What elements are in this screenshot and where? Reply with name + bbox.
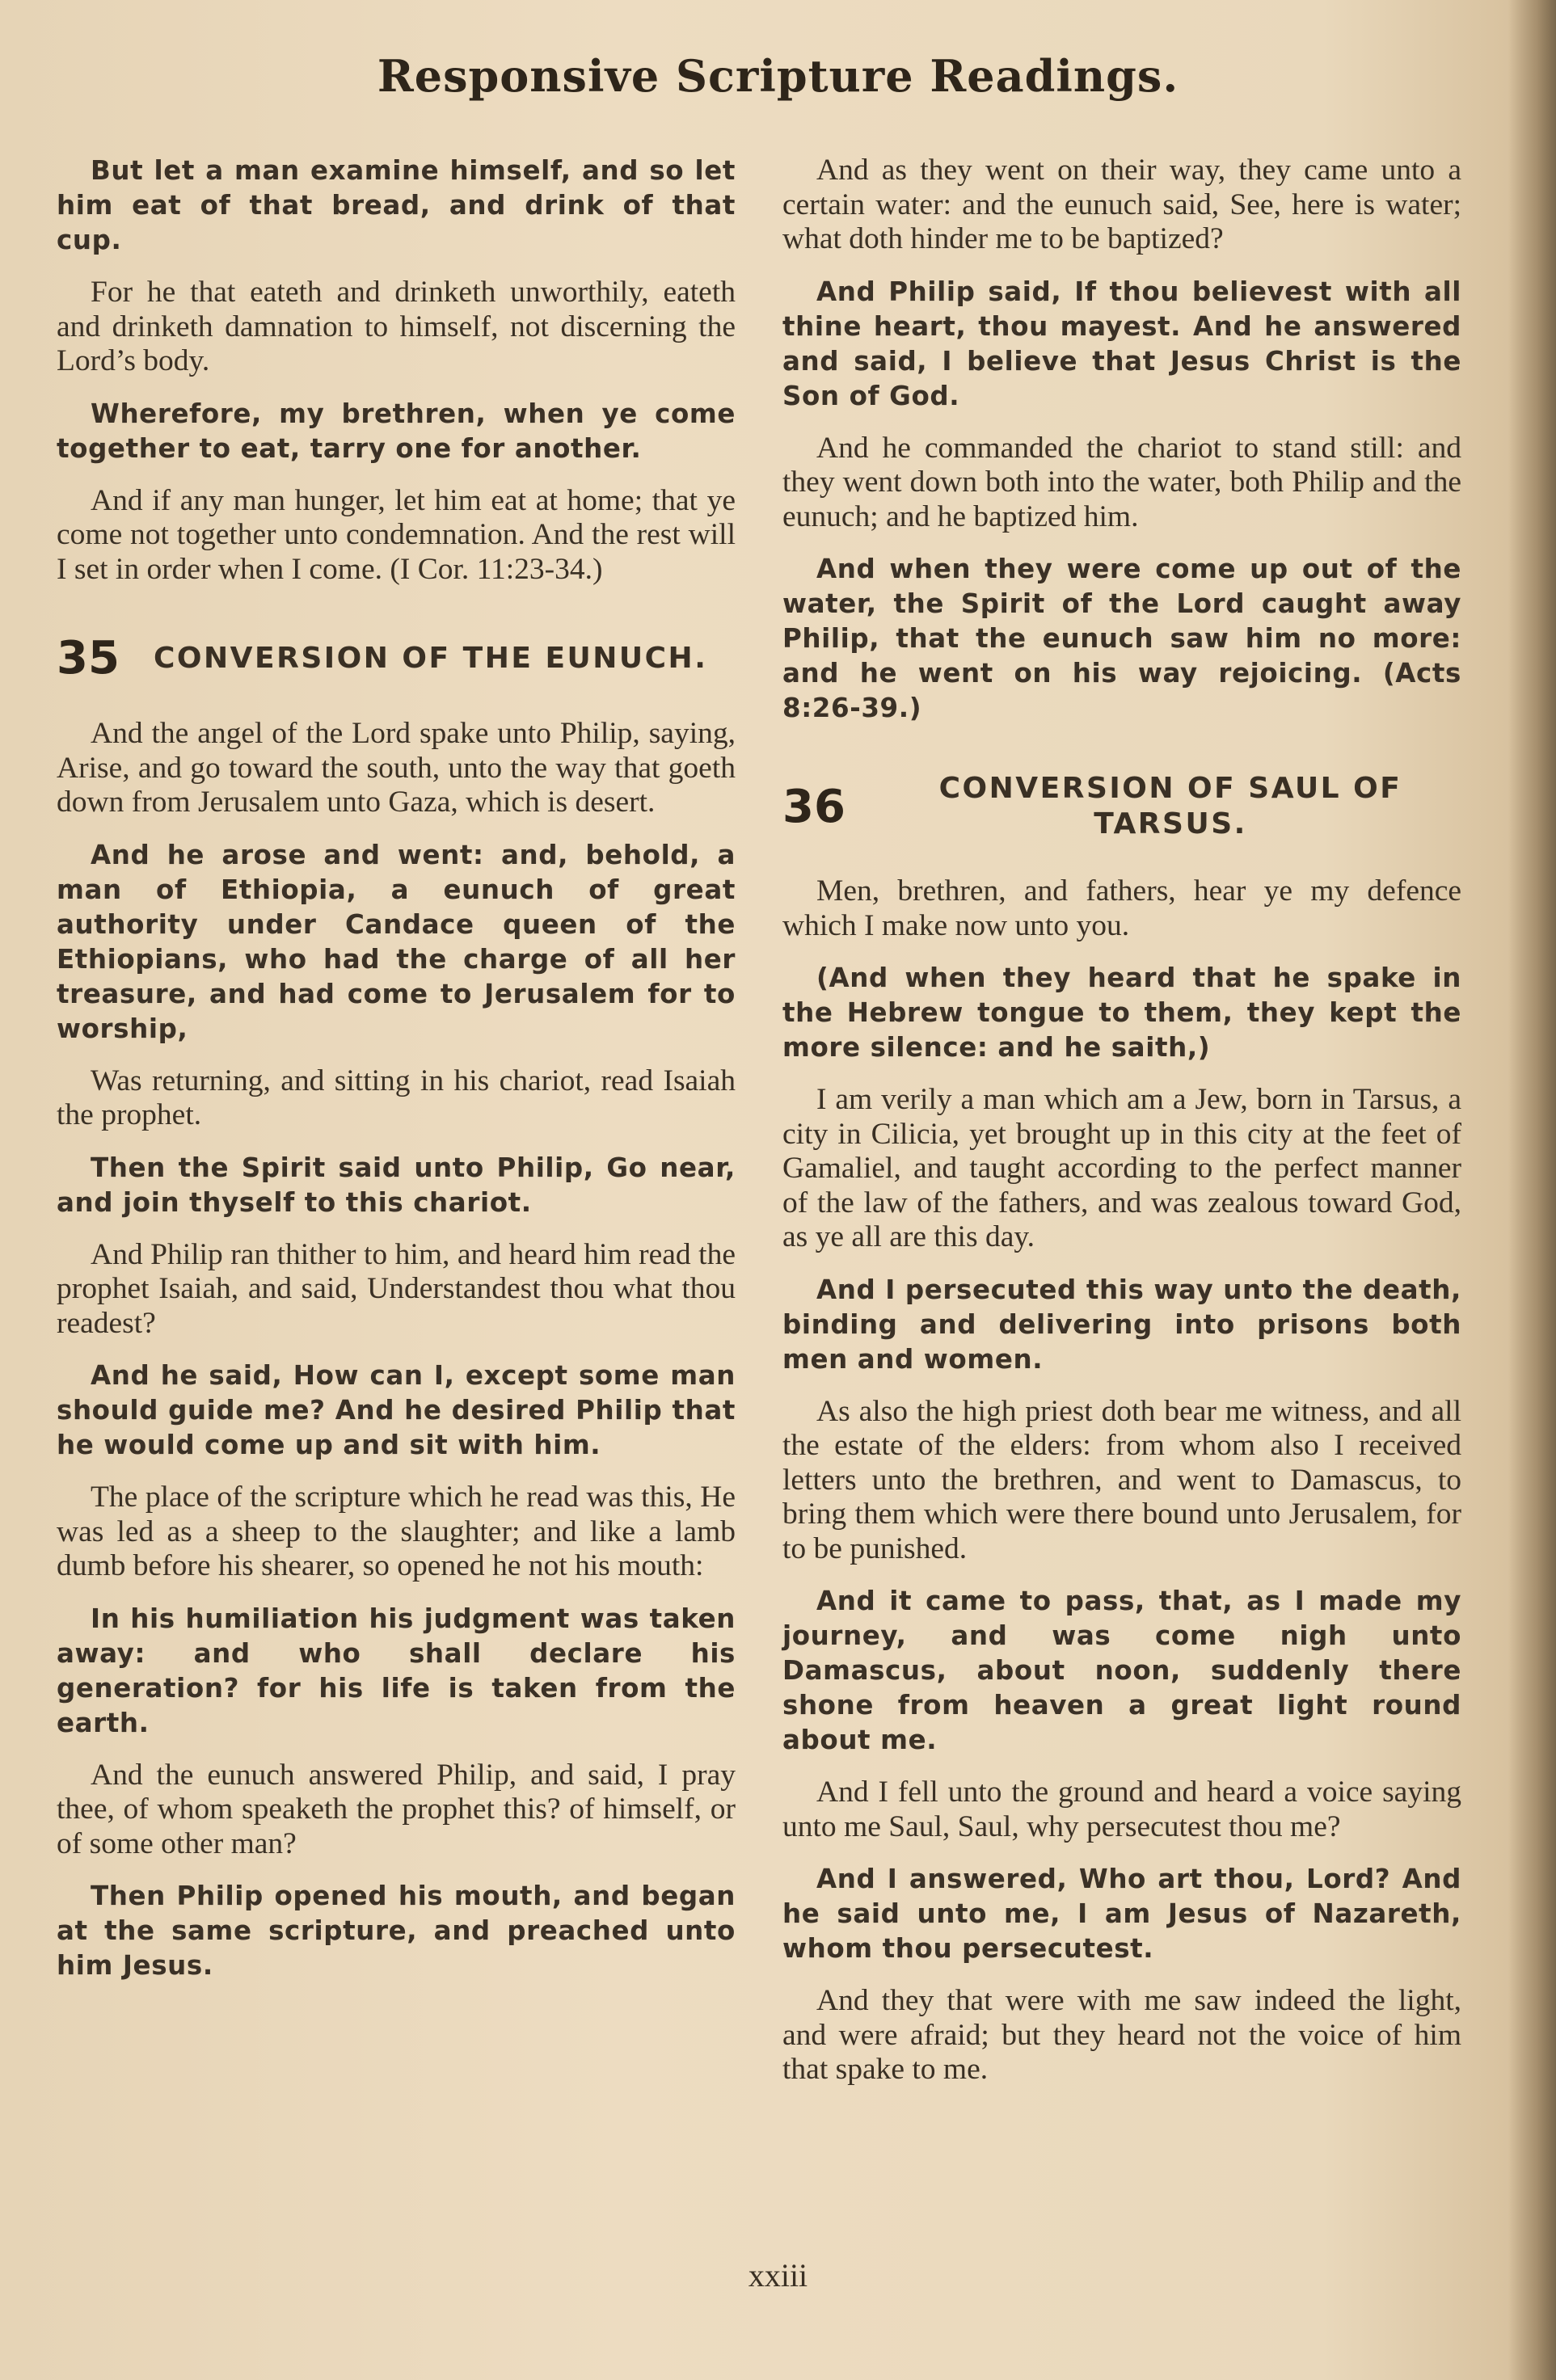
verse-paragraph: And he said, How can I, except some man should guide me? And he desired Philip that he would come up and sit with him.: [57, 1360, 736, 1460]
verse-paragraph: And I fell unto the ground and heard a voice saying unto me Saul, Saul, why persecutest thou me?: [782, 1776, 1461, 1843]
verse-paragraph: And it came to pass, that, as I made my journey, and was come nigh unto Damascus, about noon, suddenly there shone from heaven a great light round about me.: [782, 1586, 1461, 1755]
verse-paragraph: And Philip said, If thou believest with all thine heart, thou mayest. And he answered and said, I believe that Jesus Christ is the Son of God.: [782, 276, 1461, 411]
verse-paragraph: In his humiliation his judgment was taken away: and who shall declare his generation? for his life is taken from the earth.: [57, 1603, 736, 1738]
verse-paragraph: Then the Spirit said unto Philip, Go near, and join thyself to this chariot.: [57, 1152, 736, 1218]
verse-paragraph: But let a man examine himself, and so let him eat of that bread, and drink of that cup.: [57, 155, 736, 255]
verse-paragraph: And he arose and went: and, behold, a man of Ethiopia, a eunuch of great authority under Candace queen of the Ethiopians, who had the charge of all her treasure, and had come to Jerusalem for to worship,: [57, 839, 736, 1044]
page-binding-shadow: [1508, 0, 1556, 2380]
section-title: CONVERSION OF THE EUNUCH.: [154, 641, 708, 675]
left-column: [57, 154, 736, 2001]
verse-paragraph: And he commanded the chariot to stand still: and they went down both into the water, both Philip and the eunuch; and he baptized him.: [782, 431, 1461, 533]
section-heading-36: [782, 771, 1461, 842]
verse-paragraph: Was returning, and sitting in his chariot, read Isaiah the prophet.: [57, 1064, 736, 1131]
verse-paragraph: And I persecuted this way unto the death, binding and delivering into prisons both men and women.: [782, 1274, 1461, 1375]
verse-paragraph: I am verily a man which am a Jew, born in Tarsus, a city in Cilicia, yet brought up in this city at the feet of Gamaliel, and taught according to the perfect manner of the law of the fathers, and was zealous toward God, as ye all are this day.: [782, 1083, 1461, 1253]
verse-paragraph: For he that eateth and drinketh unworthily, eateth and drinketh damnation to himself, not discerning the Lord’s body.: [57, 276, 736, 377]
verse-paragraph: (And when they heard that he spake in the Hebrew tongue to them, they kept the more silence: and he saith,): [782, 963, 1461, 1063]
page-number: xxiii: [748, 2257, 808, 2294]
section-number: 35: [57, 632, 120, 685]
verse-paragraph: Men, brethren, and fathers, hear ye my defence which I make now unto you.: [782, 874, 1461, 942]
verse-paragraph: Then Philip opened his mouth, and began at the same scripture, and preached unto him Jesus.: [57, 1881, 736, 1981]
verse-paragraph: As also the high priest doth bear me witness, and all the estate of the elders: from whom also I received letters unto the brethren, and went to Damascus, to bring them which were there bound unto Jerusalem, for to be punished.: [782, 1394, 1461, 1565]
verse-paragraph: And Philip ran thither to him, and heard him read the prophet Isaiah, and said, Understandest thou what thou readest?: [57, 1237, 736, 1340]
verse-paragraph: Wherefore, my brethren, when ye come together to eat, tarry one for another.: [57, 398, 736, 464]
section-heading-35: [57, 632, 736, 685]
verse-paragraph: And they that were with me saw indeed the light, and were afraid; but they heard not the voice of him that spake to me.: [782, 1984, 1461, 2086]
verse-paragraph: The place of the scripture which he read was this, He was led as a sheep to the slaughter; and like a lamb dumb before his shearer, so opened he not his mouth:: [57, 1481, 736, 1582]
verse-paragraph: And the angel of the Lord spake unto Philip, saying, Arise, and go toward the south, unto the way that goeth down from Jerusalem unto Gaza, which is desert.: [57, 717, 736, 819]
right-column: [782, 154, 1461, 2105]
verse-paragraph: And if any man hunger, let him eat at home; that ye come not together unto condemnation. And the rest will I set in order when I come. (I Cor. 11:23-34.): [57, 483, 736, 586]
section-title: CONVERSION OF SAUL OF TARSUS.: [938, 772, 1402, 840]
verse-paragraph: And the eunuch answered Philip, and said, I pray thee, of whom speaketh the prophet this? of himself, or of some other man?: [57, 1758, 736, 1860]
verse-paragraph: And when they were come up out of the water, the Spirit of the Lord caught away Philip, that the eunuch saw him no more: and he went on his way rejoicing. (Acts 8:26-39.): [782, 554, 1461, 723]
section-number: 36: [782, 780, 845, 833]
verse-paragraph: And as they went on their way, they came unto a certain water: and the eunuch said, See, here is water; what doth hinder me to be baptized?: [782, 154, 1461, 255]
page-header: Responsive Scripture Readings.: [377, 50, 1179, 102]
verse-paragraph: And I answered, Who art thou, Lord? And he said unto me, I am Jesus of Nazareth, whom thou persecutest.: [782, 1864, 1461, 1964]
